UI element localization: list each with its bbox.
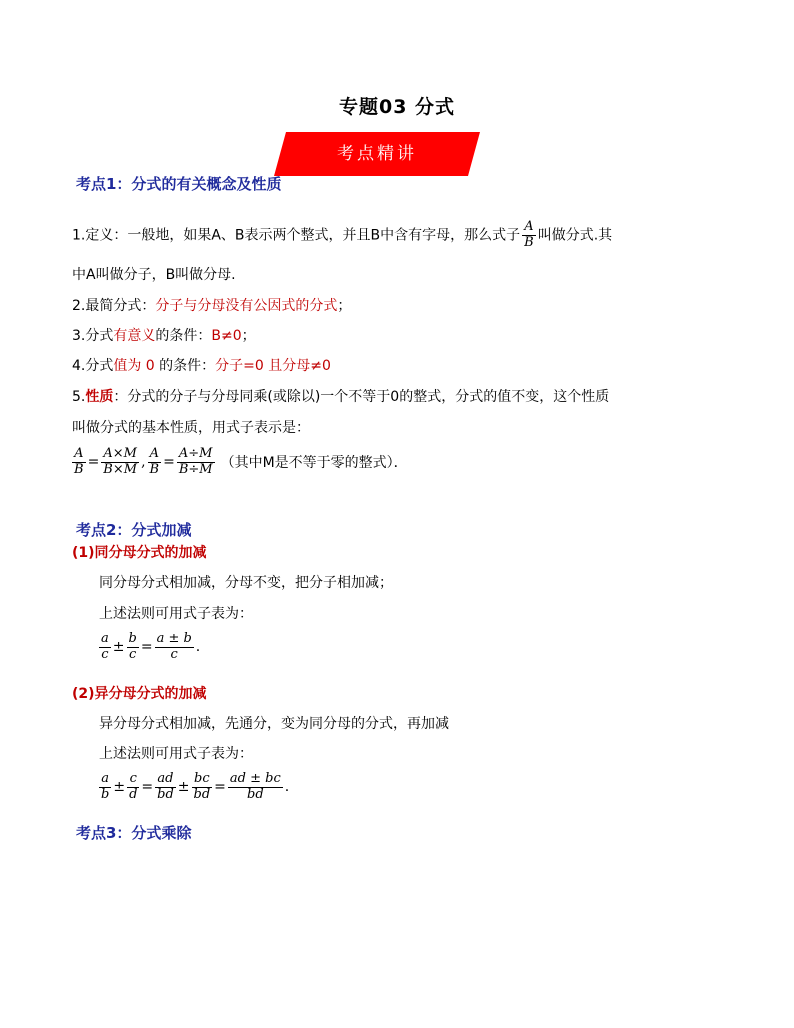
subsection2-heading: (2)异分母分式的加减 xyxy=(72,686,207,702)
section3-heading: 考点3：分式乘除 xyxy=(76,824,192,842)
frac-den: c xyxy=(101,646,109,662)
definition-line xyxy=(72,220,612,251)
condition: B≠0 xyxy=(211,328,242,344)
frac-num: c xyxy=(127,772,139,788)
section-banner xyxy=(274,132,480,176)
subsection1-heading: (1)同分母分式的加减 xyxy=(72,545,207,561)
frac-num: a xyxy=(101,631,109,646)
highlight: 分子与分母没有公因式的分式 xyxy=(155,298,338,314)
fraction xyxy=(228,772,283,803)
period: . xyxy=(284,779,290,796)
frac-num: A×M xyxy=(101,447,139,463)
frac-den: d xyxy=(129,786,138,802)
meaningful-condition-line xyxy=(72,325,256,345)
label-cont: 的条件： xyxy=(154,358,216,374)
equals: = xyxy=(214,779,226,796)
fraction xyxy=(148,447,162,478)
punct: ； xyxy=(337,298,352,314)
equals: = xyxy=(141,779,154,796)
section1-heading: 考点1：分式的有关概念及性质 xyxy=(76,175,282,193)
fraction xyxy=(192,772,213,803)
formula-intro-2: 上述法则可用式子表为： xyxy=(99,746,253,762)
frac-den: B÷M xyxy=(178,461,213,477)
frac-num: a ± b xyxy=(156,631,192,646)
equals: = xyxy=(163,454,175,471)
frac-den: B xyxy=(149,461,160,477)
section2-heading: 考点2：分式加减 xyxy=(76,521,192,539)
property-text: ：分式的分子与分母同乘(或除以)一个不等于0的整式，分式的值不变，这个性质 xyxy=(113,389,610,405)
definition-line-2: 中A叫做分子，B叫做分母. xyxy=(72,267,236,283)
fraction xyxy=(155,772,176,803)
frac-den: c xyxy=(129,646,137,662)
fraction xyxy=(101,447,139,478)
simplest-fraction-line xyxy=(72,295,351,315)
fraction xyxy=(99,632,111,663)
fraction xyxy=(127,632,139,663)
property-line-2: 叫做分式的基本性质，用式子表示是： xyxy=(72,420,310,436)
plus-minus: ± xyxy=(113,779,126,796)
frac-den: B xyxy=(74,461,84,477)
property-label: 性质 xyxy=(85,389,114,405)
plus-minus: ± xyxy=(177,779,190,796)
same-denominator-formula xyxy=(99,632,202,663)
punct: ； xyxy=(241,328,256,344)
plus-minus: ± xyxy=(112,639,125,656)
fraction xyxy=(155,632,194,663)
frac-den: c xyxy=(170,646,178,662)
frac-den: bd xyxy=(247,786,264,802)
different-denominator-formula xyxy=(99,772,291,803)
basic-property-formula xyxy=(72,447,410,478)
frac-num: b xyxy=(128,631,137,646)
frac-num: ad ± bc xyxy=(229,771,281,786)
frac-den: bd xyxy=(193,786,211,802)
definition-text: 1.定义：一般地，如果A、B表示两个整式，并且B中含有字母，那么式子 xyxy=(72,227,521,244)
page-title: 专题03 分式 xyxy=(338,96,456,118)
frac-num: A xyxy=(148,447,162,463)
fraction xyxy=(72,447,86,478)
num: 5. xyxy=(72,389,86,405)
formula-note: （其中M是不等于零的整式）． xyxy=(220,455,408,472)
frac-num: bc xyxy=(192,772,213,788)
fraction xyxy=(99,772,111,803)
condition: 分子=0 且分母≠0 xyxy=(215,358,331,374)
formula-intro: 上述法则可用式子表为： xyxy=(99,606,253,622)
different-denominator-rule: 异分母分式相加减，先通分，变为同分母的分式，再加减 xyxy=(99,716,449,732)
frac-num: ad xyxy=(155,772,176,788)
highlight: 有意义 xyxy=(113,328,156,344)
fraction xyxy=(127,772,139,803)
label: 2.最简分式： xyxy=(72,298,156,314)
frac-den: B×M xyxy=(103,461,138,477)
frac-num: A xyxy=(72,447,86,463)
frac-num: a xyxy=(99,772,111,788)
label-cont: 的条件： xyxy=(155,328,212,344)
equals: = xyxy=(87,454,100,471)
zero-value-condition-line xyxy=(72,355,331,375)
frac-num: A xyxy=(522,220,536,236)
label: 3.分式 xyxy=(72,328,114,344)
frac-num: A÷M xyxy=(177,447,215,463)
same-denominator-rule: 同分母分式相加减，分母不变，把分子相加减； xyxy=(99,575,393,591)
banner-label: 考点精讲 xyxy=(337,144,417,164)
highlight: 值为 0 xyxy=(113,358,155,374)
equals: = xyxy=(140,639,153,656)
frac-den: B xyxy=(524,234,534,250)
property-line xyxy=(72,386,609,406)
fraction xyxy=(177,447,215,478)
frac-den: bd xyxy=(157,786,174,802)
definition-fraction xyxy=(522,220,536,251)
period: . xyxy=(195,639,201,656)
label: 4.分式 xyxy=(72,358,114,374)
separator: , xyxy=(141,454,146,471)
frac-den: b xyxy=(101,786,110,802)
definition-text-end: 叫做分式.其 xyxy=(537,227,613,244)
